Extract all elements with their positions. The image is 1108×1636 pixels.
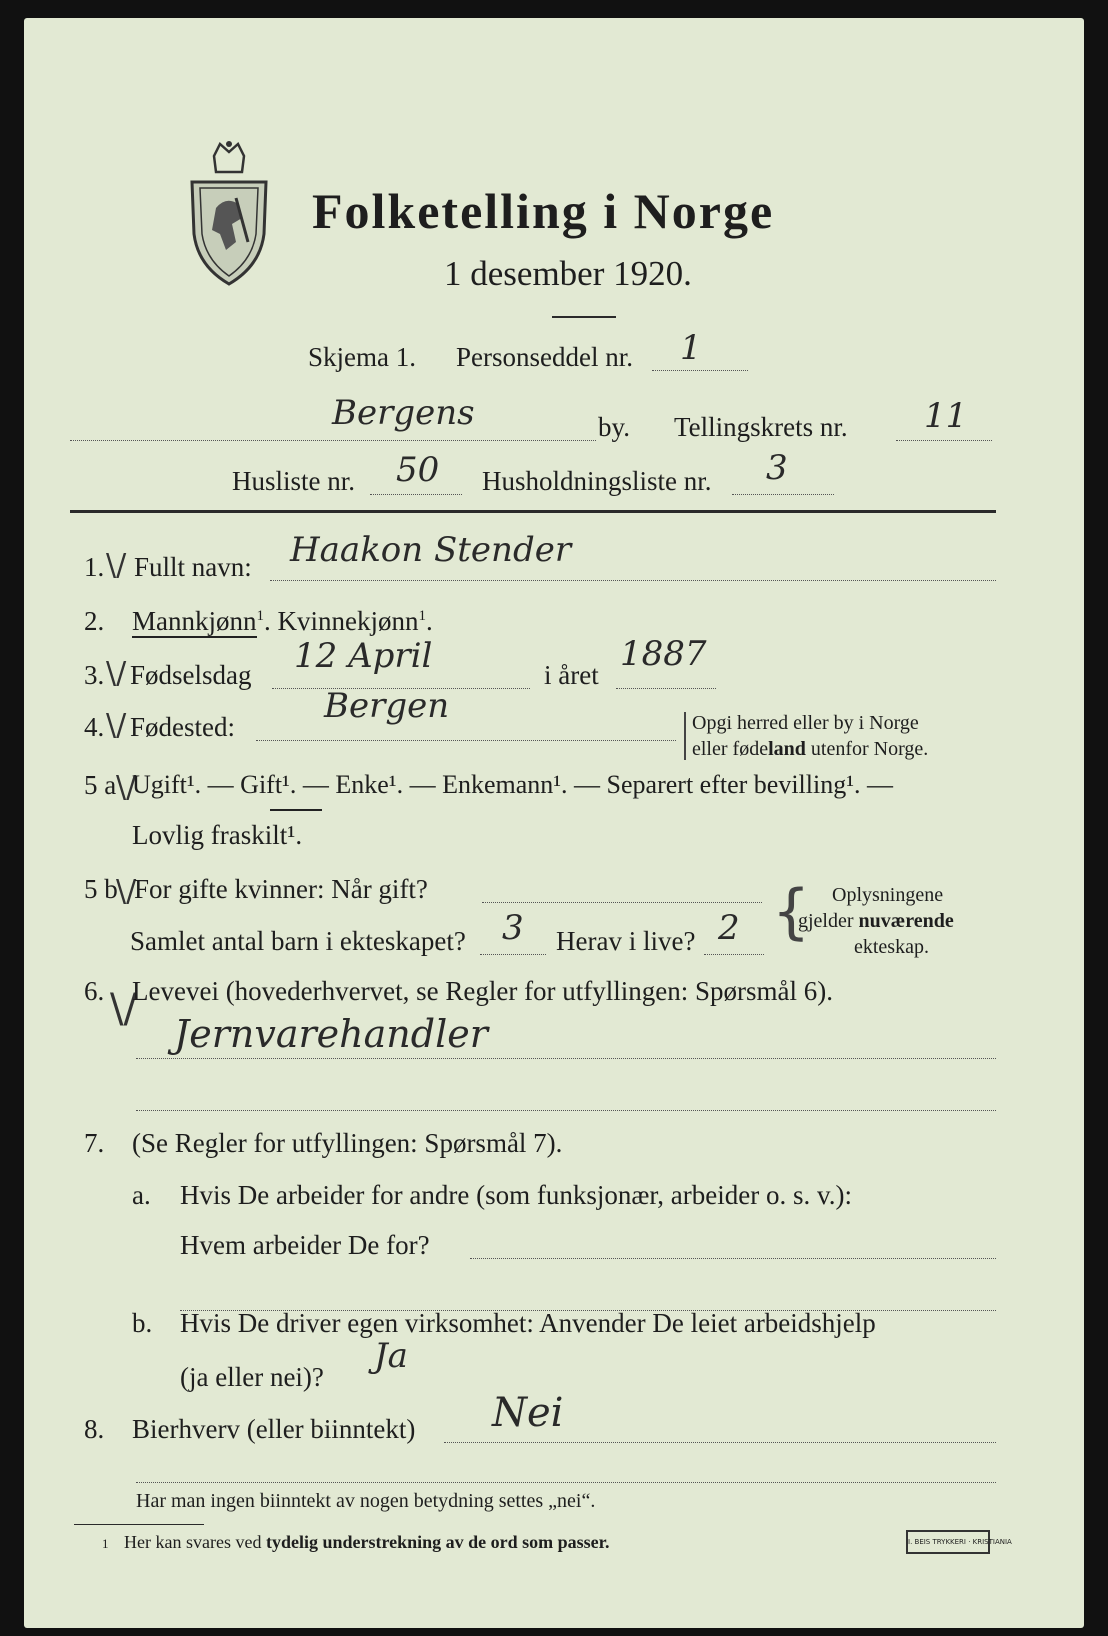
q2-end: . bbox=[426, 606, 433, 636]
husholdning-label: Husholdningsliste nr. bbox=[482, 466, 712, 496]
q4-bracket bbox=[684, 712, 686, 760]
q4-note-line1: Opgi herred eller by i Norge bbox=[692, 712, 919, 734]
husliste-value: 50 bbox=[396, 450, 440, 490]
q7a-line1: Hvis De arbeider for andre (som funksjonær, arbeider o. s. v.): bbox=[180, 1180, 852, 1210]
check-mark: \/ bbox=[116, 874, 137, 909]
q4-label: Fødested: bbox=[130, 712, 235, 742]
q5b-note2: gjelder nuværende bbox=[798, 910, 954, 932]
printer-stamp: I. BEIS TRYKKERI · KRISTIANIA bbox=[906, 1530, 990, 1554]
city-line bbox=[70, 440, 596, 441]
q4-number: 4. bbox=[84, 712, 105, 742]
q2-number: 2. bbox=[84, 606, 105, 636]
q7b-line2: (ja eller nei)? bbox=[180, 1362, 324, 1392]
check-mark: \/ bbox=[106, 656, 127, 691]
header-divider bbox=[70, 510, 996, 513]
q7a-letter: a. bbox=[132, 1180, 151, 1210]
q5b-alive-label: Herav i live? bbox=[556, 926, 696, 956]
q5a-options: Ugift¹. — Gift¹. — Enke¹. — Enkemann¹. — Separert efter bevilling¹. — bbox=[132, 770, 894, 799]
census-form bbox=[24, 18, 1084, 1628]
personseddel-label: Personseddel nr. bbox=[456, 342, 633, 372]
q6-value: Jernvarehandler bbox=[174, 1012, 488, 1056]
note-text: Har man ingen biinntekt av nogen betydning settes „nei“. bbox=[136, 1490, 596, 1512]
q7-number: 7. bbox=[84, 1128, 105, 1158]
q5b-note3: ekteskap. bbox=[854, 936, 929, 958]
q1-number: 1. bbox=[84, 552, 105, 582]
husholdning-line bbox=[732, 494, 834, 495]
q1-value: Haakon Stender bbox=[290, 530, 572, 570]
schema-label: Skjema 1. bbox=[308, 342, 416, 372]
q2-options: Mannkjønn$^1$. Kvinnekjønn$^1$. bbox=[132, 606, 433, 636]
q8-value: Nei bbox=[492, 1390, 564, 1436]
footnote-mark: 1 bbox=[102, 1536, 109, 1551]
q5b-alive-line bbox=[704, 954, 764, 955]
tellingskrets-value: 11 bbox=[924, 396, 968, 436]
q8-line2 bbox=[136, 1482, 996, 1483]
q5a-number: 5 a bbox=[84, 770, 117, 800]
q3-year-label: i året bbox=[544, 660, 599, 690]
q1-label: Fullt navn: bbox=[134, 552, 252, 582]
husliste-label: Husliste nr. bbox=[232, 466, 356, 496]
q2-female: Kvinnekjønn bbox=[277, 606, 419, 636]
q5b-alive-value: 2 bbox=[718, 908, 740, 948]
coat-of-arms-icon bbox=[186, 138, 272, 288]
city-value: Bergens bbox=[332, 393, 475, 433]
q3-label: Fødselsdag bbox=[130, 660, 252, 690]
personseddel-line bbox=[652, 370, 748, 371]
q3-value: 12 April bbox=[294, 636, 433, 676]
footnote-ref: 1 bbox=[418, 608, 426, 624]
check-mark: \/ bbox=[106, 708, 127, 743]
check-mark: \/ bbox=[116, 770, 137, 805]
tellingskrets-line bbox=[896, 440, 992, 441]
footnote-ref: 1 bbox=[256, 608, 264, 624]
gift-underline bbox=[270, 809, 322, 811]
q5b-number: 5 b bbox=[84, 874, 118, 904]
q6-line1 bbox=[136, 1058, 996, 1059]
q5b-label1: For gifte kvinner: Når gift? bbox=[134, 874, 428, 904]
q7b-value: Ja bbox=[374, 1336, 408, 1376]
footnote-text: Her kan svares ved tydelig understrekning av de ord som passer. bbox=[124, 1532, 610, 1552]
check-mark: \/ bbox=[106, 548, 127, 583]
footnote-divider bbox=[74, 1524, 204, 1525]
q6-number: 6. bbox=[84, 976, 105, 1006]
check-mark: \/ bbox=[110, 986, 137, 1032]
q3-year-value: 1887 bbox=[620, 634, 707, 674]
personseddel-value: 1 bbox=[680, 328, 702, 368]
husholdning-value: 3 bbox=[766, 448, 788, 488]
form-title: Folketelling i Norge bbox=[312, 183, 775, 239]
q1-line bbox=[270, 580, 996, 581]
q5b-brace: { bbox=[772, 877, 811, 947]
q8-label: Bierhverv (eller biinntekt) bbox=[132, 1414, 416, 1444]
q2-male: Mannkjønn bbox=[132, 606, 257, 636]
q6-line2 bbox=[136, 1110, 996, 1111]
q5b-line1 bbox=[482, 902, 762, 903]
q5b-children-line bbox=[480, 954, 546, 955]
by-label: by. bbox=[598, 412, 630, 442]
title-divider bbox=[552, 316, 616, 318]
q5a-options-line2: Lovlig fraskilt¹. bbox=[132, 820, 303, 850]
husliste-line bbox=[370, 494, 462, 495]
q3-year-line bbox=[616, 688, 716, 689]
q4-line bbox=[256, 740, 676, 741]
q5b-children-value: 3 bbox=[502, 908, 524, 948]
tellingskrets-label: Tellingskrets nr. bbox=[674, 412, 848, 442]
q7b-letter: b. bbox=[132, 1308, 153, 1338]
q6-label: Levevei (hovederhvervet, se Regler for utfyllingen: Spørsmål 6). bbox=[132, 976, 834, 1006]
q5b-note1: Oplysningene bbox=[832, 884, 944, 906]
q7a-line2: Hvem arbeider De for? bbox=[180, 1230, 430, 1260]
q7a-answer-line bbox=[470, 1258, 996, 1259]
census-date: 1 desember 1920. bbox=[444, 254, 692, 293]
q3-number: 3. bbox=[84, 660, 105, 690]
q5b-label2: Samlet antal barn i ekteskapet? bbox=[130, 926, 466, 956]
q8-number: 8. bbox=[84, 1414, 105, 1444]
q7b-line1: Hvis De driver egen virksomhet: Anvender De leiet arbeidshjelp bbox=[180, 1308, 876, 1338]
q7-label: (Se Regler for utfyllingen: Spørsmål 7). bbox=[132, 1128, 563, 1158]
q4-value: Bergen bbox=[324, 686, 450, 726]
q4-note-line2: eller fødeland utenfor Norge. bbox=[692, 738, 929, 760]
q8-line bbox=[444, 1442, 996, 1443]
